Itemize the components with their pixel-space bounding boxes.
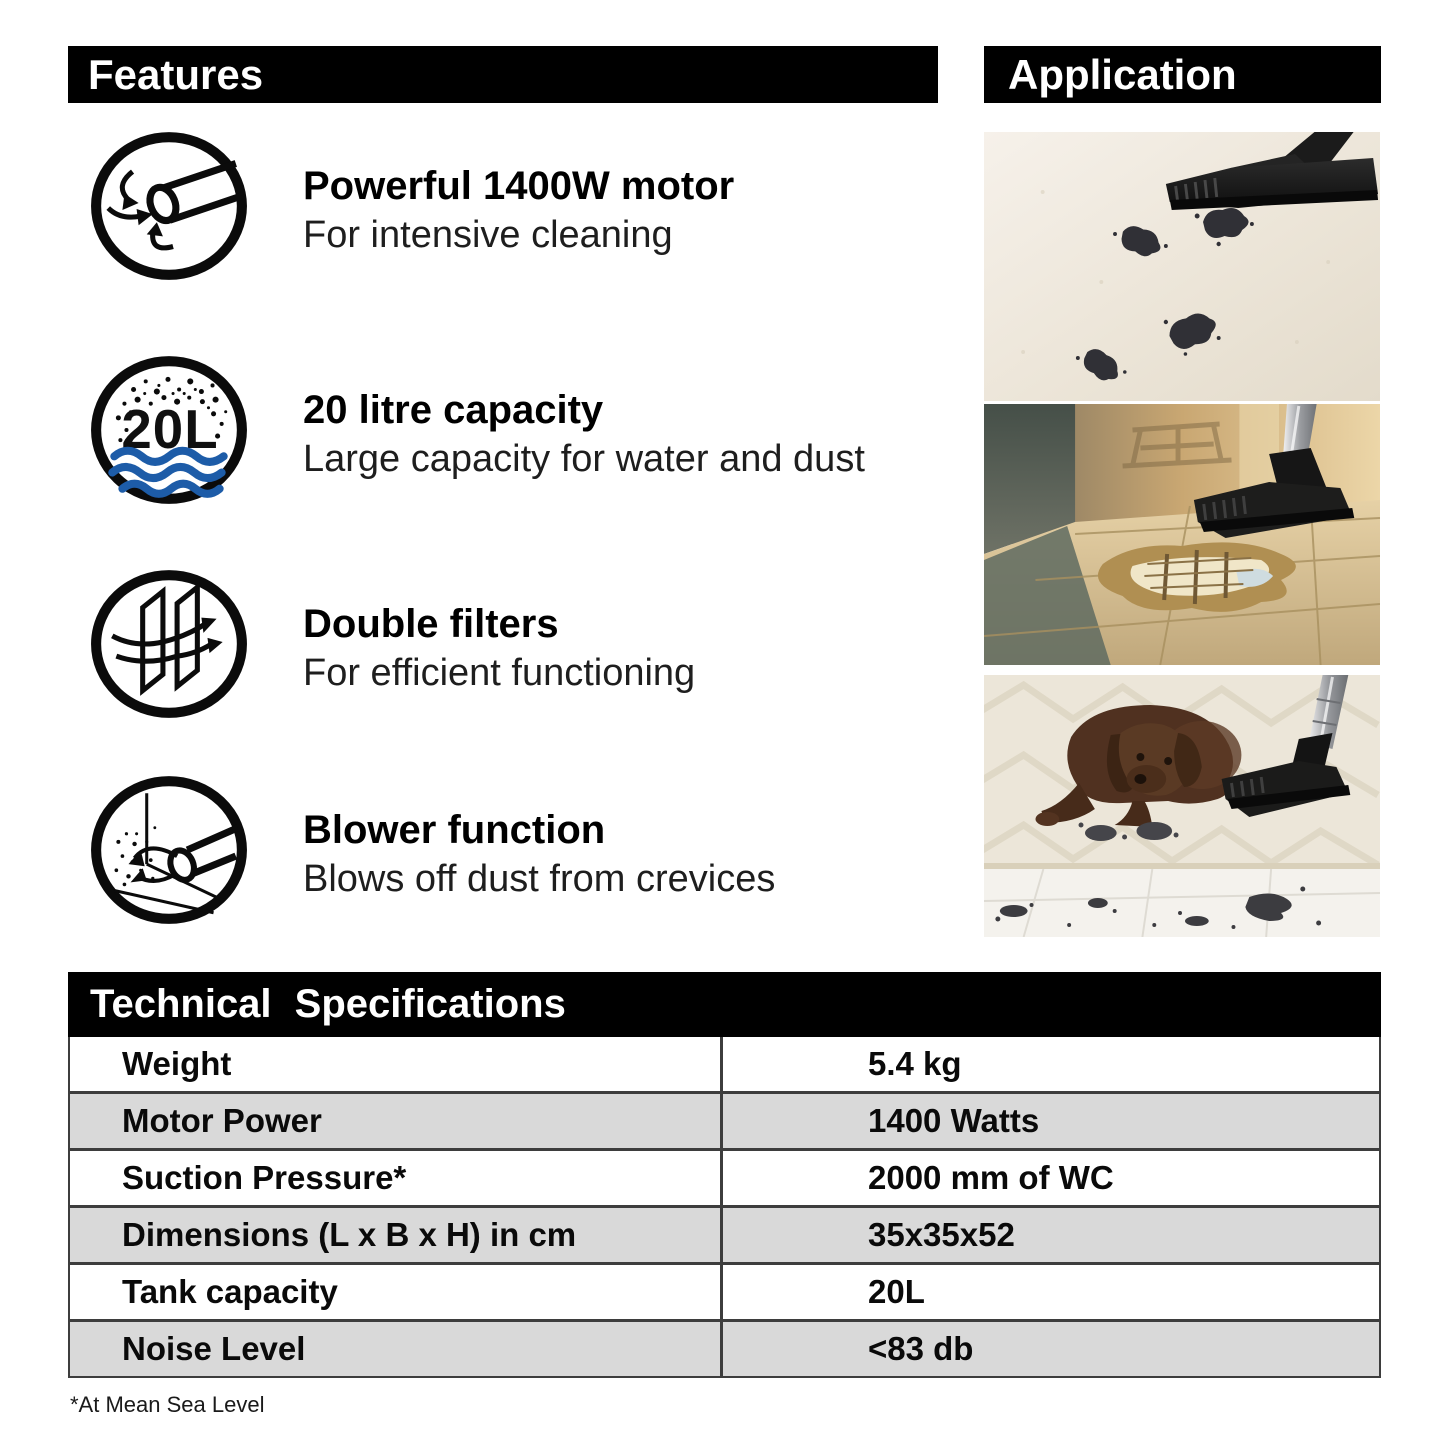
spec-label: Noise Level — [122, 1330, 306, 1367]
feature-subtitle: For efficient functioning — [303, 652, 696, 694]
feature-title: Blower function — [303, 808, 606, 852]
feature-item-motor — [88, 125, 734, 287]
feature-subtitle: For intensive cleaning — [303, 214, 673, 256]
spec-table — [68, 1037, 1381, 1378]
features-header — [68, 46, 938, 103]
features-header-label: Features — [88, 50, 264, 98]
spec-row-motor-power — [70, 1091, 1379, 1148]
feature-title: Powerful 1400W motor — [303, 164, 735, 208]
footnote: *At Mean Sea Level — [70, 1392, 265, 1417]
feature-subtitle: Blows off dust from crevices — [303, 858, 776, 900]
spec-label: Tank capacity — [122, 1273, 338, 1310]
application-photo-wet-floor — [984, 404, 1380, 665]
spec-row-dimensions — [70, 1205, 1379, 1262]
tech-specs-header — [68, 972, 1381, 1037]
spec-row-tank-capacity — [70, 1262, 1379, 1319]
feature-item-capacity — [88, 349, 865, 511]
feature-text — [303, 125, 734, 256]
feature-item-filters — [88, 563, 695, 725]
spec-row-weight — [70, 1037, 1379, 1091]
feature-item-blower — [88, 769, 775, 931]
spec-row-noise-level — [70, 1319, 1379, 1376]
spec-label: Motor Power — [122, 1102, 322, 1139]
application-photo-carpet-dirt — [984, 132, 1380, 401]
spec-label: Weight — [122, 1045, 232, 1082]
spec-value: 35x35x52 — [720, 1208, 1379, 1262]
feature-text — [303, 563, 695, 694]
application-header-label: Application — [1008, 50, 1237, 98]
spec-value: 1400 Watts — [720, 1094, 1379, 1148]
spec-value: <83 db — [720, 1322, 1379, 1376]
spec-value: 2000 mm of WC — [720, 1151, 1379, 1205]
feature-title: Double filters — [303, 602, 559, 646]
suction-airflow-icon — [88, 125, 250, 287]
blower-function-icon — [88, 769, 250, 931]
feature-title: 20 litre capacity — [303, 388, 604, 432]
feature-text — [303, 349, 865, 480]
spec-label: Dimensions (L x B x H) in cm — [122, 1216, 577, 1253]
spec-value: 5.4 kg — [720, 1037, 1379, 1091]
tech-specs-header-label: Technical Specifications — [90, 982, 566, 1026]
spec-row-suction-pressure — [70, 1148, 1379, 1205]
feature-subtitle: Large capacity for water and dust — [303, 438, 865, 480]
spec-value: 20L — [720, 1265, 1379, 1319]
double-filters-icon — [88, 563, 250, 725]
application-header — [984, 46, 1381, 103]
application-photo-puppy-carpet — [984, 675, 1380, 937]
feature-text — [303, 769, 775, 900]
icon-label-20l: 20L — [121, 399, 219, 461]
tank-capacity-icon — [88, 349, 250, 511]
spec-label: Suction Pressure* — [122, 1159, 407, 1196]
